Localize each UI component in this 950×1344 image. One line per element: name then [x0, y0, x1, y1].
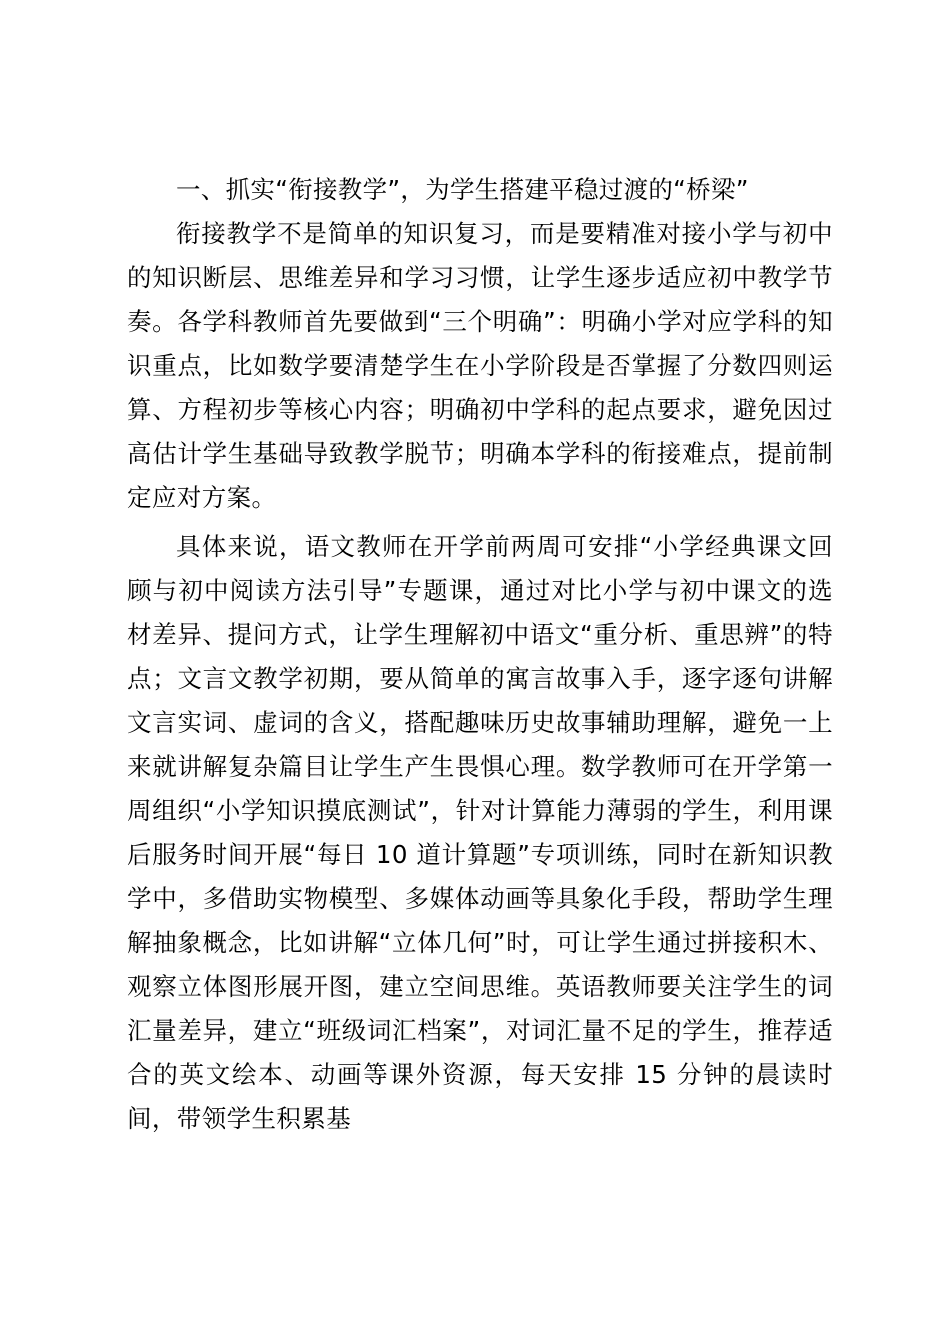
paragraph-2: 具体来说，语文教师在开学前两周可安排“小学经典课文回顾与初中阅读方法引导”专题课，通过对比小学与初中课文的选材差异、提问方式，让学生理解初中语文“重分析、重思辨”的特点；文言文教学初期，要从简单的寓言故事入手，逐字逐句讲解文言实词、虚词的含义，搭配趣味历史故事辅助理解，避免一上来就讲解复杂篇目让学生产生畏惧心理。数学教师可在开学第一周组织“小学知识摸底测试”，针对计算能力薄弱的学生，利用课后服务时间开展“每日 10 道计算题”专项训练，同时在新知识教学中，多借助实物模型、多媒体动画等具象化手段，帮助学生理解抽象概念，比如讲解“立体几何”时，可让学生通过拼接积木、观察立体图形展开图，建立空间思维。英语教师要关注学生的词汇量差异，建立“班级词汇档案”，对词汇量不足的学生，推荐适合的英文绘本、动画等课外资源，每天安排 15 分钟的晨读时间，带领学生积累基 [127, 532, 833, 1133]
document-body [127, 168, 833, 1141]
paragraph-1: 衔接教学不是简单的知识复习，而是要精准对接小学与初中的知识断层、思维差异和学习习惯，让学生逐步适应初中教学节奏。各学科教师首先要做到“三个明确”：明确小学对应学科的知识重点，比如数学要清楚学生在小学阶段是否掌握了分数四则运算、方程初步等核心内容；明确初中学科的起点要求，避免因过高估计学生基础导致教学脱节；明确本学科的衔接难点，提前制定应对方案。 [127, 219, 833, 512]
section-heading: 一、抓实“衔接教学”，为学生搭建平稳过渡的“桥梁” [176, 175, 749, 204]
